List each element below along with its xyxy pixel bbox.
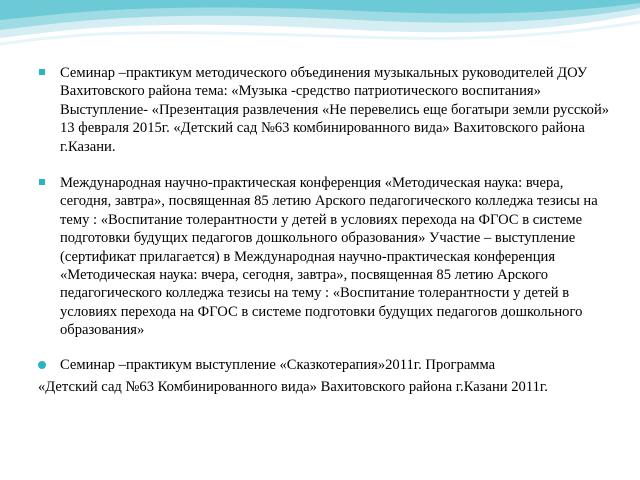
list-item-continuation: «Детский сад №63 Комбинированного вида» Вахитовского района г.Казани 2011г. [38,379,548,396]
list-item [38,174,618,340]
list-item-text: Семинар –практикум выступление «Сказкотерапия»2011г. Программа [60,356,496,373]
list-item [38,356,618,374]
list-item-text: Семинар –практикум методического объединения музыкальных руководителей ДОУ Вахитовского района тема: «Музыка -средство патриотического воспитания» Выступление- «Презентация развлечения «Не перевелись еще богатыри земли русской» 13 февраля 2015г. «Детский сад №63 комбинированного вида» Вахитовского района г.Казани. [60,65,610,155]
square-bullet-icon [39,69,45,75]
list-item-text: Международная научно-практическая конференция «Методическая наука: вчера, сегодня, завтра», посвященная 85 летию Арского педагогического колледжа тезисы на тему : «Воспитание толерантности у детей в условиях перехода на ФГОС в системе подготовки будущих педагогов дошкольного образования» Участие – выступление (сертификат прилагается) в Международная научно-практическая конференция «Методическая наука: вчера, сегодня, завтра», посвященная 85 летию Арского педагогического колледжа тезисы на тему : «Воспитание толерантности у детей в условиях перехода на ФГОС в системе подготовки будущих педагогов дошкольного образования» [60,175,598,339]
round-bullet-icon [38,361,46,369]
decorative-wave-banner [0,0,640,60]
list-item [38,64,618,156]
square-bullet-icon [39,179,45,185]
content-area [38,64,618,397]
